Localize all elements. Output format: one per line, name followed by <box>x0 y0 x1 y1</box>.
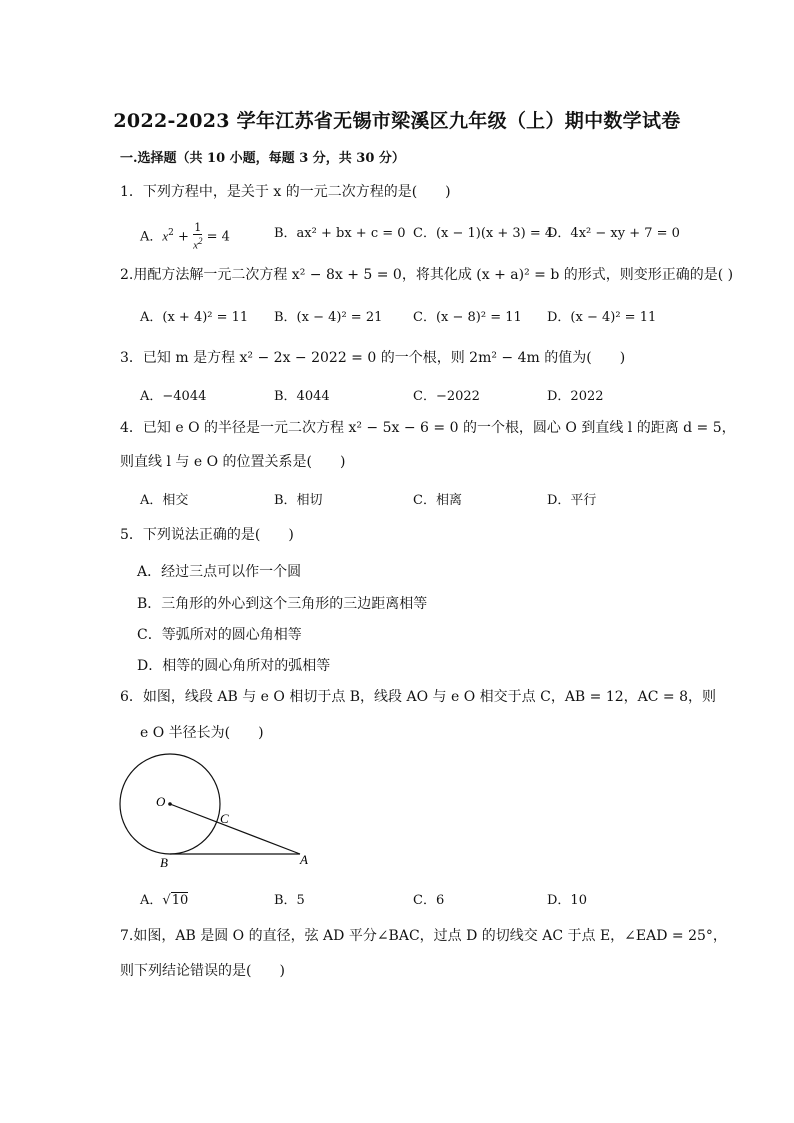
q6-option-b: B．5 <box>274 893 305 908</box>
q4-option-c: C．相离 <box>413 493 462 508</box>
question-4-stem-line-1: 4．已知 e O 的半径是一元二次方程 x² − 5x − 6 = 0 的一个根，圆心 O 到直线 l 的距离 d = 5， <box>120 420 736 436</box>
question-4-stem-line-2: 则直线 l 与 e O 的位置关系是( ) <box>120 454 346 470</box>
center-point <box>168 802 172 806</box>
label-o: O <box>156 794 166 809</box>
q5-option-b: B．三角形的外心到这个三角形的三边距离相等 <box>137 596 428 612</box>
q2-option-d: D．(x − 4)² = 11 <box>547 310 657 325</box>
question-7-stem-line-1: 7.如图，AB 是圆 O 的直径，弦 AD 平分∠BAC，过点 D 的切线交 AC 于点 E，∠EAD = 25°， <box>120 928 727 944</box>
q4-option-b: B．相切 <box>274 493 323 508</box>
q3-option-d: D．2022 <box>547 389 604 404</box>
q1-option-b: B．ax² + bx + c = 0 <box>274 226 406 241</box>
question-6-stem-line-2: e O 半径长为( ) <box>140 725 264 741</box>
q4-option-a: A．相交 <box>140 493 189 508</box>
q6-option-a: A．√10 <box>140 893 189 908</box>
question-2-stem: 2.用配方法解一元二次方程 x² − 8x + 5 = 0，将其化成 (x + a)² = b 的形式，则变形正确的是( ) <box>120 267 734 283</box>
question-6-stem-line-1: 6．如图，线段 AB 与 e O 相切于点 B，线段 AO 与 e O 相交于点 C，AB = 12，AC = 8，则 <box>120 689 717 705</box>
q1-option-d: D．4x² − xy + 7 = 0 <box>547 226 680 241</box>
q3-option-a: A．−4044 <box>140 389 207 404</box>
q5-option-a: A．经过三点可以作一个圆 <box>137 564 302 580</box>
q6-option-c: C．6 <box>413 893 445 908</box>
q6-figure <box>110 752 320 872</box>
question-7-stem-line-2: 则下列结论错误的是( ) <box>120 963 285 979</box>
question-1-stem: 1．下列方程中，是关于 x 的一元二次方程的是( ) <box>120 184 451 200</box>
question-5-stem: 5．下列说法正确的是( ) <box>120 527 294 543</box>
q2-option-b: B．(x − 4)² = 21 <box>274 310 383 325</box>
question-3-stem: 3．已知 m 是方程 x² − 2x − 2022 = 0 的一个根，则 2m² − 4m 的值为( ) <box>120 350 626 366</box>
segment-ao <box>170 804 300 854</box>
label-a: A <box>300 852 308 867</box>
label-b: B <box>160 855 168 870</box>
q6-option-d: D．10 <box>547 893 587 908</box>
q3-option-c: C．−2022 <box>413 389 480 404</box>
q5-option-d: D．相等的圆心角所对的弧相等 <box>137 658 331 674</box>
q4-option-d: D．平行 <box>547 493 597 508</box>
q2-option-c: C．(x − 8)² = 11 <box>413 310 522 325</box>
label-c: C <box>220 811 229 826</box>
q2-option-a: A．(x + 4)² = 11 <box>140 310 249 325</box>
exam-title: 2022-2023 学年江苏省无锡市梁溪区九年级（上）期中数学试卷 <box>113 110 681 132</box>
q3-option-b: B．4044 <box>274 389 330 404</box>
q1-option-a: A．$x^2$ + $\frac{1}{x^2}$ = 4 <box>140 221 230 252</box>
q5-option-c: C．等弧所对的圆心角相等 <box>137 627 302 643</box>
section-heading: 一.选择题（共 10 小题，每题 3 分，共 30 分） <box>120 151 405 166</box>
q1-option-c: C．(x − 1)(x + 3) = 4 <box>413 226 554 241</box>
